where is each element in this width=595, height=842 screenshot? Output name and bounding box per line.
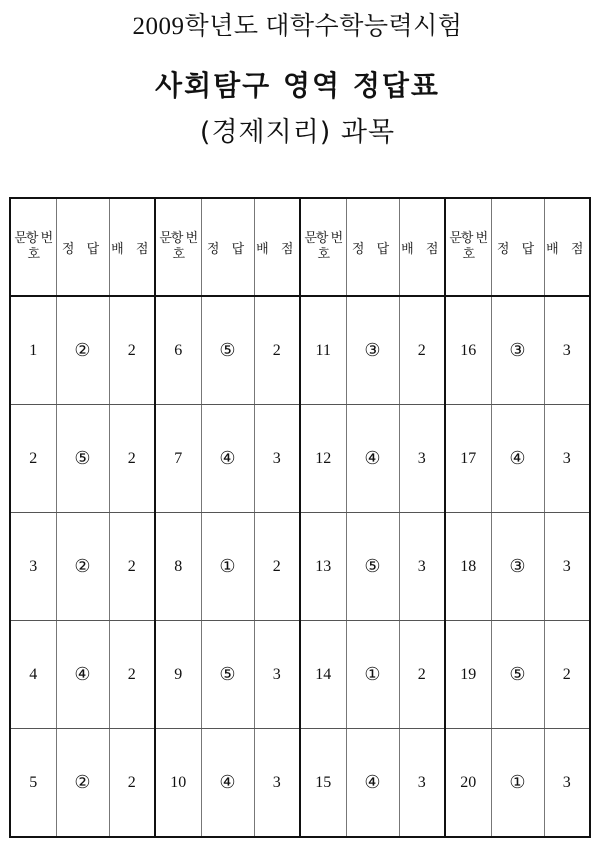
answer-cell: ⑤	[346, 513, 399, 621]
answer-cell: ④	[346, 729, 399, 838]
header-answer: 정 답	[201, 198, 254, 296]
answer-cell: ④	[56, 621, 109, 729]
points-cell: 2	[254, 296, 300, 405]
question-number: 20	[445, 729, 491, 838]
header-points: 배 점	[254, 198, 300, 296]
points-cell: 2	[254, 513, 300, 621]
points-cell: 2	[544, 621, 590, 729]
question-number: 10	[155, 729, 201, 838]
header-number: 문항 번호	[10, 198, 56, 296]
points-cell: 3	[544, 405, 590, 513]
question-number: 16	[445, 296, 491, 405]
answer-cell: ④	[491, 405, 544, 513]
table-row	[10, 296, 590, 405]
header-number: 문항 번호	[300, 198, 346, 296]
points-cell: 2	[109, 513, 155, 621]
points-cell: 3	[399, 513, 445, 621]
points-cell: 3	[544, 729, 590, 838]
question-number: 9	[155, 621, 201, 729]
points-cell: 2	[399, 296, 445, 405]
table-row	[10, 621, 590, 729]
question-number: 17	[445, 405, 491, 513]
points-cell: 3	[399, 405, 445, 513]
question-number: 15	[300, 729, 346, 838]
exam-title: 2009학년도 대학수학능력시험	[132, 13, 463, 40]
header-answer: 정 답	[491, 198, 544, 296]
question-number: 4	[10, 621, 56, 729]
answer-cell: ③	[491, 296, 544, 405]
header-points: 배 점	[399, 198, 445, 296]
question-number: 2	[10, 405, 56, 513]
question-number: 13	[300, 513, 346, 621]
answer-cell: ⑤	[201, 296, 254, 405]
points-cell: 2	[109, 729, 155, 838]
header-number: 문항 번호	[445, 198, 491, 296]
answer-cell: ②	[56, 513, 109, 621]
question-number: 1	[10, 296, 56, 405]
answer-cell: ④	[346, 405, 399, 513]
answer-cell: ②	[56, 296, 109, 405]
question-number: 3	[10, 513, 56, 621]
table-row	[10, 513, 590, 621]
answer-key-title: 사회탐구 영역 정답표	[155, 69, 440, 102]
question-number: 7	[155, 405, 201, 513]
answer-cell: ①	[346, 621, 399, 729]
answer-cell: ①	[491, 729, 544, 838]
subject-title: (경제지리) 과목	[199, 117, 396, 148]
answer-cell: ③	[346, 296, 399, 405]
answer-cell: ②	[56, 729, 109, 838]
points-cell: 3	[544, 296, 590, 405]
points-cell: 3	[254, 405, 300, 513]
question-number: 8	[155, 513, 201, 621]
table-row	[10, 405, 590, 513]
header-row	[10, 198, 590, 296]
points-cell: 2	[399, 621, 445, 729]
answer-table	[9, 197, 591, 838]
points-cell: 2	[109, 405, 155, 513]
question-number: 11	[300, 296, 346, 405]
question-number: 14	[300, 621, 346, 729]
header-answer: 정 답	[56, 198, 109, 296]
header-points: 배 점	[109, 198, 155, 296]
points-cell: 3	[254, 621, 300, 729]
answer-cell: ⑤	[491, 621, 544, 729]
header-points: 배 점	[544, 198, 590, 296]
question-number: 5	[10, 729, 56, 838]
question-number: 18	[445, 513, 491, 621]
question-number: 19	[445, 621, 491, 729]
points-cell: 2	[109, 296, 155, 405]
question-number: 12	[300, 405, 346, 513]
points-cell: 3	[254, 729, 300, 838]
header-number: 문항 번호	[155, 198, 201, 296]
answer-cell: ④	[201, 729, 254, 838]
points-cell: 3	[399, 729, 445, 838]
points-cell: 2	[109, 621, 155, 729]
answer-cell: ⑤	[56, 405, 109, 513]
answer-cell: ③	[491, 513, 544, 621]
header-answer: 정 답	[346, 198, 399, 296]
question-number: 6	[155, 296, 201, 405]
answer-cell: ④	[201, 405, 254, 513]
answer-cell: ⑤	[201, 621, 254, 729]
answer-cell: ①	[201, 513, 254, 621]
table-row	[10, 729, 590, 838]
points-cell: 3	[544, 513, 590, 621]
